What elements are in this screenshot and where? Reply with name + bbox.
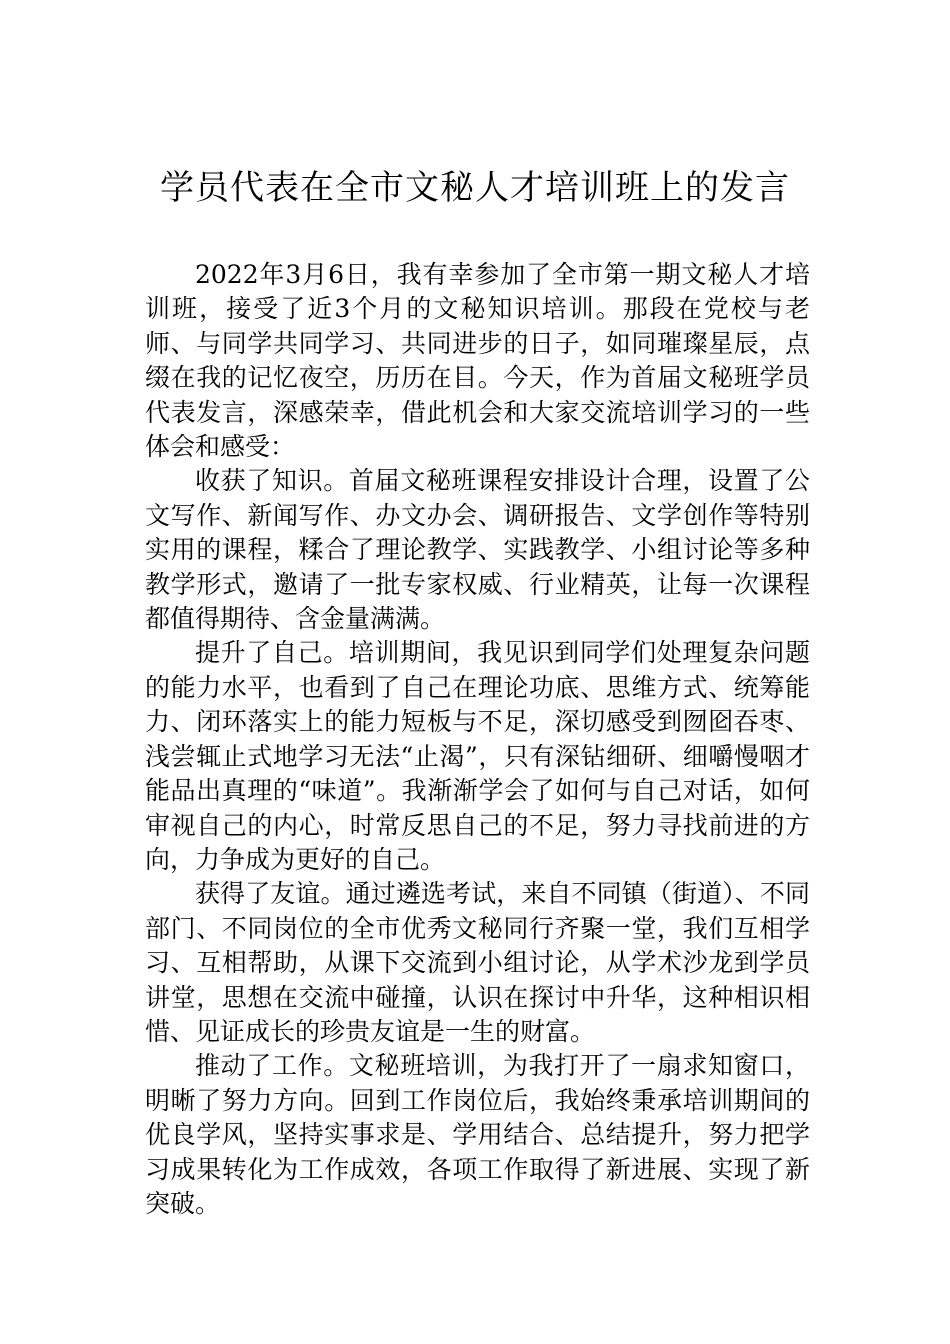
paragraph-self-improvement: 提升了自己。培训期间，我见识到同学们处理复杂问题的能力水平，也看到了自己在理论功底、思维方式、统筹能力、闭环落实上的能力短板与不足，深切感受到囫囵吞枣、浅尝辄止式地学习无法“止渴”，只有深钻细研、细嚼慢咽才能品出真理的“味道”。我渐渐学会了如何与自己对话，如何审视自己的内心，时常反思自己的不足，努力寻找前进的方向，力争成为更好的自己。 <box>145 638 810 874</box>
paragraph-work: 推动了工作。文秘班培训，为我打开了一扇求知窗口，明晰了努力方向。回到工作岗位后，我始终秉承培训期间的优良学风，坚持实事求是、学用结合、总结提升，努力把学习成果转化为工作成效，各项工作取得了新进展、实现了新突破。 <box>145 1051 810 1218</box>
paragraph-intro: 2022年3月6日，我有幸参加了全市第一期文秘人才培训班，接受了近3个月的文秘知识培训。那段在党校与老师、与同学共同学习、共同进步的日子，如同璀璨星辰，点缀在我的记忆夜空，历历在目。今天，作为首届文秘班学员代表发言，深感荣幸，借此机会和大家交流培训学习的一些体会和感受： <box>145 260 810 462</box>
document-title: 学员代表在全市文秘人才培训班上的发言 <box>160 168 790 208</box>
paragraph-knowledge: 收获了知识。首届文秘班课程安排设计合理，设置了公文写作、新闻写作、办文办会、调研报告、文学创作等特别实用的课程，糅合了理论教学、实践教学、小组讨论等多种教学形式，邀请了一批专家权威、行业精英，让每一次课程都值得期待、含金量满满。 <box>145 466 810 634</box>
paragraph-friendship: 获得了友谊。通过遴选考试，来自不同镇（街道）、不同部门、不同岗位的全市优秀文秘同行齐聚一堂，我们互相学习、互相帮助，从课下交流到小组讨论，从学术沙龙到学员讲堂，思想在交流中碰撞，认识在探讨中升华，这种相识相惜、见证成长的珍贵友谊是一生的财富。 <box>145 879 810 1046</box>
document-body <box>145 258 810 1221</box>
